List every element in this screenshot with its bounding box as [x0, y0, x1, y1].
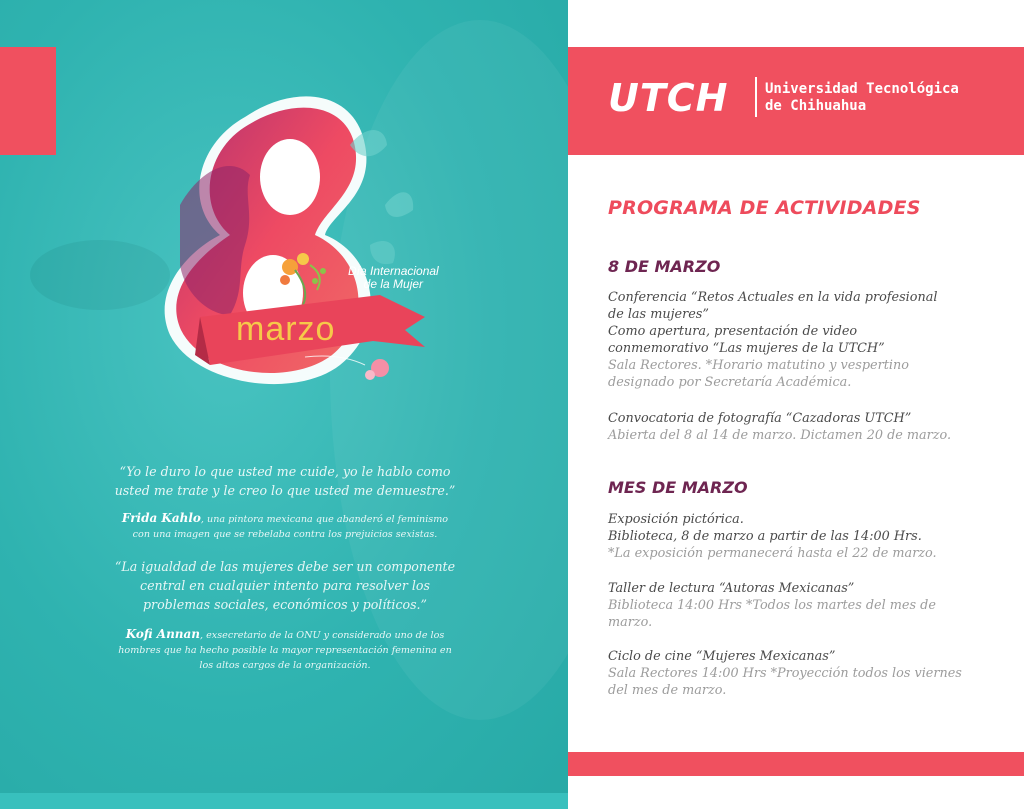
activity-line: conmemorativo “Las mujeres de la UTCH” — [608, 341, 885, 356]
attribution-text: los altos cargos de la organización. — [199, 660, 371, 671]
march-8-logo-illustration — [125, 85, 475, 405]
section-title-month-of-march: MES DE MARZO — [608, 478, 748, 497]
university-name-line-2: de Chihuahua — [765, 98, 867, 114]
activity-line: Taller de lectura “Autoras Mexicanas” — [608, 581, 855, 596]
activity-detail: designado por Secretaría Académica. — [608, 375, 852, 390]
activity-detail: Sala Rectores. *Horario matutino y vespertino — [608, 358, 909, 373]
attribution-frida — [60, 511, 510, 542]
attribution-text: , una pintora mexicana que abanderó el feminismo — [200, 514, 449, 525]
activity-photo-contest — [608, 410, 988, 444]
attribution-text: con una imagen que se rebelaba contra los prejuicios sexistas. — [132, 529, 438, 540]
quotes-section — [60, 462, 510, 673]
activity-detail: Sala Rectores 14:00 Hrs *Proyección todos los viernes — [608, 666, 962, 681]
quote-line: usted me trate y le creo lo que usted me demuestre.” — [114, 483, 456, 498]
university-name-line-1: Universidad Tecnológica — [765, 81, 959, 97]
right-panel — [568, 0, 1024, 809]
quote-line: “Yo le duro lo que usted me cuide, yo le hablo como — [119, 464, 451, 479]
quote-line: “La igualdad de las mujeres debe ser un componente — [114, 559, 456, 574]
activity-line: Conferencia “Retos Actuales en la vida profesional — [608, 290, 938, 305]
activity-line: Ciclo de cine “Mujeres Mexicanas” — [608, 649, 836, 664]
utch-logo — [606, 76, 751, 118]
section-title-march-8: 8 DE MARZO — [608, 257, 721, 276]
program-title: PROGRAMA DE ACTIVIDADES — [608, 197, 921, 219]
utch-logo-text: UTCH — [608, 76, 729, 118]
quote-line: problemas sociales, económicos y políticos.” — [142, 597, 427, 612]
quote-line: central en cualquier intento para resolver los — [140, 578, 430, 593]
activity-line: Convocatoria de fotografía “Cazadoras UTCH” — [608, 411, 912, 426]
activity-line: Como apertura, presentación de video — [608, 324, 858, 339]
logo-subtitle — [348, 265, 439, 291]
activity-exhibition — [608, 511, 988, 562]
activity-detail: Abierta del 8 al 14 de marzo. Dictamen 20 de marzo. — [608, 428, 952, 443]
activity-line: Biblioteca, 8 de marzo a partir de las 14:00 Hrs. — [608, 529, 922, 544]
left-bottom-bar — [0, 793, 568, 809]
activity-detail: del mes de marzo. — [608, 683, 727, 698]
attribution-name: Frida Kahlo — [121, 511, 201, 525]
activity-film-cycle — [608, 648, 988, 699]
bottom-accent-bar — [568, 752, 1024, 776]
attribution-annan — [60, 627, 510, 673]
logo-divider — [755, 77, 757, 117]
logo-subtitle-line-1: Día Internacional — [348, 264, 439, 278]
attribution-text: hombres que ha hecho posible la mayor representación femenina en — [118, 645, 452, 656]
activity-line: de las mujeres” — [608, 307, 709, 322]
quote-frida — [60, 462, 510, 500]
activity-conference — [608, 289, 988, 391]
attribution-name: Kofi Annan — [125, 627, 201, 641]
left-accent-bar — [0, 47, 56, 155]
activity-reading-workshop — [608, 580, 988, 631]
activity-detail: *La exposición permanecerá hasta el 22 de marzo. — [608, 546, 937, 561]
activity-detail: marzo. — [608, 615, 653, 630]
logo-subtitle-line-2: de la Mujer — [363, 277, 424, 291]
activity-line: Exposición pictórica. — [608, 512, 744, 527]
activity-detail: Biblioteca 14:00 Hrs *Todos los martes del mes de — [608, 598, 936, 613]
university-name — [765, 81, 959, 115]
attribution-text: , exsecretario de la ONU y considerado uno de los — [200, 630, 445, 641]
logo-month-text: marzo — [236, 310, 336, 348]
quote-annan — [60, 557, 510, 614]
